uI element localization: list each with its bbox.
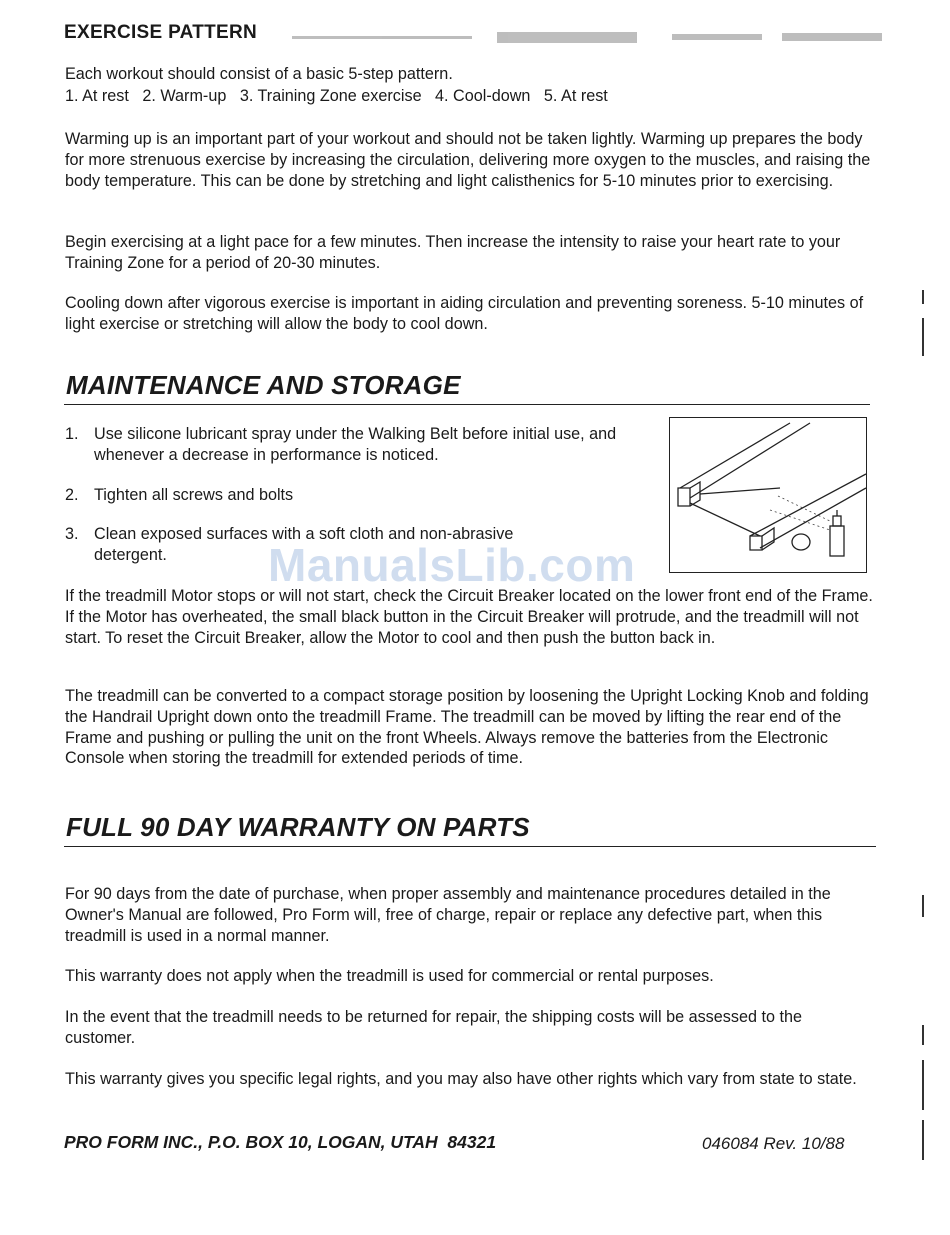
watermark: ManualsLib.com: [268, 539, 636, 591]
warranty-paragraph-2: This warranty does not apply when the treadmill is used for commercial or rental purposes.: [65, 967, 714, 985]
scan-edge-mark: [922, 1120, 924, 1160]
warranty-paragraph-4: This warranty gives you specific legal rights, and you may also have other rights which vary from state to state.: [65, 1070, 857, 1088]
exercise-intro: Each workout should consist of a basic 5-step pattern.: [65, 65, 453, 83]
scan-edge-mark: [922, 1060, 924, 1110]
exercise-steps: 1. At rest 2. Warm-up 3. Training Zone exercise 4. Cool-down 5. At rest: [65, 87, 608, 105]
maintenance-item: 3. Clean exposed surfaces with a soft cloth and non-abrasive detergent.: [65, 525, 514, 565]
warranty-rule: [64, 846, 876, 847]
bleed-through-text: [292, 30, 892, 46]
document-number: 046084 Rev. 10/88: [702, 1134, 845, 1153]
warranty-paragraph-1: For 90 days from the date of purchase, when proper assembly and maintenance procedures detailed in the Owner's Manual are followed, Pro Form will, free of charge, repair or replace any defective part, when this treadmill is used in a normal manner.: [65, 885, 831, 945]
treadmill-illustration: [669, 417, 867, 573]
maintenance-rule: [64, 404, 870, 405]
warranty-paragraph-3: In the event that the treadmill needs to be returned for repair, the shipping costs will be assessed to the customer.: [65, 1008, 802, 1047]
scan-edge-mark: [922, 318, 924, 356]
maintenance-heading: MAINTENANCE AND STORAGE: [66, 370, 461, 400]
begin-exercise-paragraph: Begin exercising at a light pace for a few minutes. Then increase the intensity to raise your heart rate to your Training Zone for a period of 20-30 minutes.: [65, 233, 841, 272]
scan-edge-mark: [922, 290, 924, 304]
maintenance-item: 2. Tighten all screws and bolts: [65, 485, 294, 504]
company-address: PRO FORM INC., P.O. BOX 10, LOGAN, UTAH 84321: [64, 1132, 497, 1152]
warranty-heading: FULL 90 DAY WARRANTY ON PARTS: [66, 812, 530, 842]
cooldown-paragraph: Cooling down after vigorous exercise is important in aiding circulation and preventing soreness. 5-10 minutes of light exercise or stretching will allow the body to cool down.: [65, 294, 864, 333]
exercise-pattern-heading: EXERCISE PATTERN: [64, 22, 258, 43]
storage-paragraph: The treadmill can be converted to a compact storage position by loosening the Upright Locking Knob and folding the Handrail Upright down onto the treadmill Frame. The treadmill can be moved by lifting the rear end of the Frame and pushing or pulling the unit on the front Wheels. Always remove the batteries from the Electronic Console when storing the treadmill for extended periods of time.: [65, 687, 869, 768]
warmup-paragraph: Warming up is an important part of your workout and should not be taken lightly. Warming up prepares the body for more strenuous exercise by increasing the circulation, delivering more oxygen to the muscles, and raising the body temperature. This can be done by stretching and light calisthenics for 5-10 minutes prior to exercising.: [65, 130, 871, 190]
scan-edge-mark: [922, 895, 924, 917]
motor-paragraph: If the treadmill Motor stops or will not start, check the Circuit Breaker located on the lower front end of the Frame. If the Motor has overheated, the small black button in the Circuit Breaker will protrude, and the treadmill will not start. To reset the Circuit Breaker, allow the Motor to cool and then push the button back in.: [65, 587, 873, 647]
maintenance-item: 1. Use silicone lubricant spray under the Walking Belt before initial use, and whenever a decrease in performance is noticed.: [65, 425, 617, 464]
scan-edge-mark: [922, 1025, 924, 1045]
